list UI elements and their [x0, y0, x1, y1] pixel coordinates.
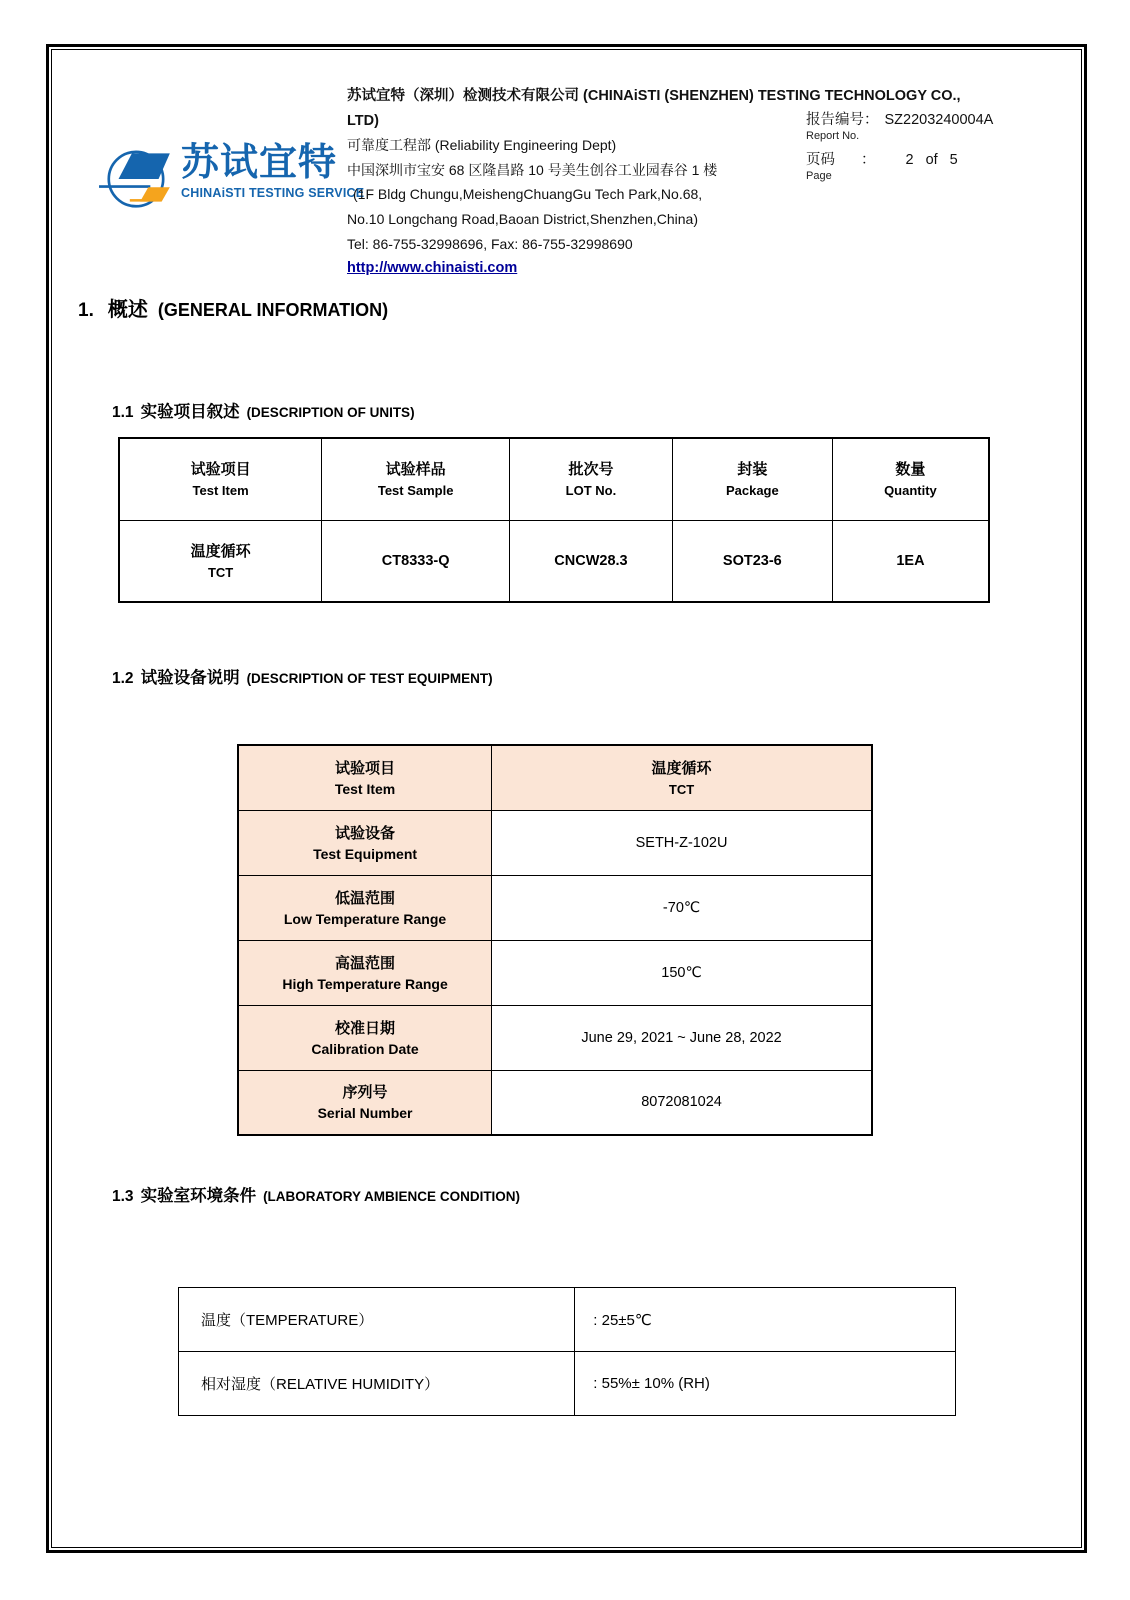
section-1-1-title-en: (DESCRIPTION OF UNITS) — [246, 405, 415, 420]
equipment-label-equipment-cn: 试验设备 — [335, 824, 396, 842]
equipment-label-calibration — [238, 1005, 492, 1070]
logo-text — [181, 142, 364, 200]
units-col-lot — [510, 438, 673, 520]
equipment-label-equipment-en: Test Equipment — [313, 845, 418, 862]
section-1-2-number: 1.2 — [112, 670, 134, 687]
company-address-en-2: No.10 Longchang Road,Baoan District,Shenzhen,China) — [347, 210, 699, 227]
units-col-package — [672, 438, 832, 520]
section-1-2-title-en: (DESCRIPTION OF TEST EQUIPMENT) — [246, 671, 493, 686]
report-number-value: SZ2203240004A — [884, 112, 994, 128]
section-1-title-cn: 概述 — [107, 299, 148, 321]
section-1-1-heading — [112, 398, 415, 422]
equipment-value-low-temp: -70℃ — [492, 875, 872, 940]
report-number-label-cn: 报告编号： — [806, 112, 879, 128]
section-1-number: 1. — [78, 300, 94, 321]
page-label-en: Page — [806, 170, 832, 182]
section-1-3-number: 1.3 — [112, 1188, 134, 1205]
units-table — [118, 437, 990, 603]
report-number-label-en: Report No. — [806, 130, 860, 142]
section-1-3-heading — [112, 1182, 520, 1206]
section-1-2-title-cn: 试验设备说明 — [140, 669, 240, 687]
company-dept: 可靠度工程部 (Reliability Engineering Dept) — [347, 137, 617, 154]
units-col-package-en: Package — [725, 483, 779, 499]
company-tel-fax: Tel: 86-755-32998696, Fax: 86-755-32998690 — [347, 235, 633, 252]
page-colon: ： — [861, 152, 876, 168]
company-website-link[interactable]: http://www.chinaisti.com — [347, 260, 518, 277]
section-1-title-en: (GENERAL INFORMATION) — [157, 300, 389, 320]
equipment-label-low-temp — [238, 875, 492, 940]
units-value-test-item — [119, 520, 322, 602]
equipment-label-equipment — [238, 810, 492, 875]
report-info-block — [806, 108, 993, 182]
section-1-2-heading — [112, 664, 493, 688]
section-1-heading — [78, 293, 388, 322]
ambience-row-temperature — [179, 1288, 956, 1352]
equipment-label-high-temp — [238, 940, 492, 1005]
report-number-row — [806, 108, 993, 129]
page-total: 5 — [949, 152, 958, 168]
units-value-lot: CNCW28.3 — [510, 520, 673, 602]
equipment-label-calibration-en: Calibration Date — [311, 1040, 419, 1057]
equipment-row-equipment — [238, 810, 872, 875]
section-1-3-title-cn: 实验室环境条件 — [140, 1187, 257, 1205]
equipment-label-high-temp-en: High Temperature Range — [282, 975, 448, 992]
equipment-label-test-item-cn: 试验项目 — [335, 759, 396, 777]
units-col-quantity-cn: 数量 — [895, 461, 926, 479]
equipment-label-low-temp-cn: 低温范围 — [335, 889, 396, 907]
equipment-row-test-item — [238, 745, 872, 810]
equipment-table — [237, 744, 873, 1136]
equipment-row-high-temp — [238, 940, 872, 1005]
equipment-row-serial — [238, 1070, 872, 1135]
ambience-value-temperature: : 25±5℃ — [575, 1288, 956, 1352]
equipment-label-test-item-en: Test Item — [334, 780, 396, 797]
equipment-label-serial-cn: 序列号 — [342, 1084, 388, 1102]
ambience-value-humidity: : 55%± 10% (RH) — [575, 1352, 956, 1416]
equipment-row-calibration — [238, 1005, 872, 1070]
units-col-test-item-cn: 试验项目 — [190, 461, 251, 479]
units-col-test-sample-cn: 试验样品 — [385, 461, 446, 479]
equipment-label-calibration-cn: 校准日期 — [335, 1019, 396, 1037]
ambience-label-temperature: 温度（TEMPERATURE） — [179, 1288, 575, 1352]
units-value-quantity: 1EA — [832, 520, 989, 602]
equipment-value-test-item-en: TCT — [668, 781, 695, 797]
units-col-quantity-en: Quantity — [884, 483, 937, 499]
units-value-test-item-en: TCT — [207, 564, 234, 580]
equipment-label-test-item — [238, 745, 492, 810]
equipment-value-test-item-cn: 温度循环 — [651, 759, 712, 777]
units-value-sample: CT8333-Q — [322, 520, 510, 602]
units-col-package-cn: 封装 — [737, 461, 768, 479]
company-name-line1: 苏试宜特（深圳）检测技术有限公司 (CHINAiSTI (SHENZHEN) TESTING TECHNOLOGY CO., — [347, 88, 961, 104]
logo-mark-icon — [98, 144, 176, 210]
ambience-label-humidity: 相对湿度（RELATIVE HUMIDITY） — [179, 1352, 575, 1416]
company-address-cn: 中国深圳市宝安 68 区隆昌路 10 号美生创谷工业园春谷 1 楼 — [347, 161, 718, 178]
logo-brand-en: CHINAiSTI TESTING SERVICE — [181, 186, 365, 200]
ambience-row-humidity — [179, 1352, 956, 1416]
equipment-value-equipment: SETH-Z-102U — [492, 810, 872, 875]
units-col-test-sample — [322, 438, 510, 520]
equipment-label-high-temp-cn: 高温范围 — [335, 954, 396, 972]
units-value-package: SOT23-6 — [672, 520, 832, 602]
equipment-value-serial: 8072081024 — [492, 1070, 872, 1135]
equipment-value-high-temp: 150℃ — [492, 940, 872, 1005]
page-number-row — [806, 148, 993, 169]
section-1-3-title-en: (LABORATORY AMBIENCE CONDITION) — [263, 1189, 521, 1204]
equipment-label-low-temp-en: Low Temperature Range — [283, 910, 447, 927]
units-col-test-item-en: Test Item — [192, 483, 249, 499]
units-header-row — [119, 438, 989, 520]
section-1-1-title-cn: 实验项目叙述 — [140, 403, 240, 421]
equipment-value-test-item — [492, 745, 872, 810]
units-col-lot-cn: 批次号 — [568, 461, 614, 479]
equipment-row-low-temp — [238, 875, 872, 940]
units-col-quantity — [832, 438, 989, 520]
page-of: of — [925, 152, 938, 168]
logo-brand-cn: 苏试宜特 — [181, 142, 338, 184]
units-col-test-sample-en: Test Sample — [377, 483, 454, 499]
units-col-test-item — [119, 438, 322, 520]
equipment-label-serial — [238, 1070, 492, 1135]
page-label-cn: 页码 — [806, 152, 835, 168]
units-value-test-item-cn: 温度循环 — [190, 542, 251, 560]
company-address-en-1: (1F Bldg Chungu,MeishengChuangGu Tech Park,No.68, — [353, 186, 703, 203]
units-col-lot-en: LOT No. — [565, 483, 617, 499]
ambience-table — [178, 1287, 956, 1416]
equipment-value-calibration: June 29, 2021 ~ June 28, 2022 — [492, 1005, 872, 1070]
company-name-line2: LTD) — [347, 112, 379, 129]
section-1-1-number: 1.1 — [112, 404, 134, 421]
units-data-row — [119, 520, 989, 602]
equipment-label-serial-en: Serial Number — [317, 1105, 413, 1122]
page-current: 2 — [905, 152, 914, 168]
